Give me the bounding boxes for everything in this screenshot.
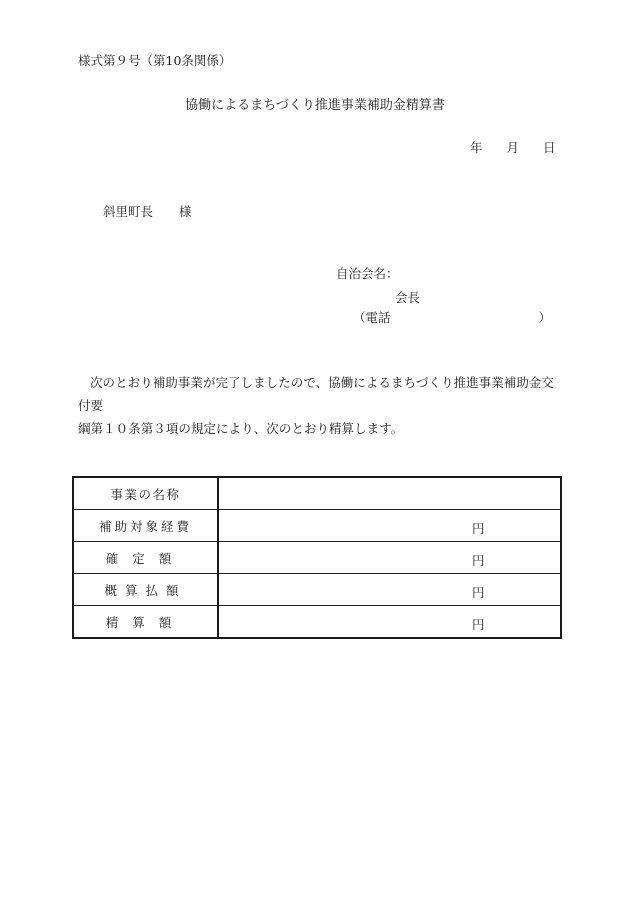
row-value-settlement-amount (218, 606, 561, 639)
body-line-1: 次のとおり補助事業が完了しましたので、協働によるまちづくり推進事業補助金交付要 (78, 375, 554, 413)
row-label-project-name: 事業の名称 (73, 477, 218, 510)
addressee-honorific: 様 (179, 204, 192, 219)
phone-close-paren: ） (538, 310, 551, 325)
row-value-confirmed-amount (218, 542, 561, 574)
date-year-label: 年 (470, 140, 483, 155)
addressee-name: 斜里町長 (103, 204, 154, 219)
date-month-label: 月 (506, 140, 520, 155)
table-row (73, 510, 561, 542)
table-row (73, 477, 561, 510)
chair-label: 会長 (395, 290, 421, 305)
phone-label: （電話 (353, 310, 391, 325)
date-line (470, 138, 556, 156)
table-row (73, 542, 561, 574)
date-day-label: 日 (543, 140, 556, 155)
row-unit: 円 (472, 585, 485, 600)
row-value-project-name (218, 477, 561, 510)
row-value-eligible-expenses (218, 510, 561, 542)
body-line-2: 綱第１０条第３項の規定により、次のとおり精算します。 (78, 421, 404, 436)
row-value-advance-payment (218, 574, 561, 606)
row-label-eligible-expenses: 補助対象経費 (73, 510, 218, 542)
document-title: 協働によるまちづくり推進事業補助金精算書 (185, 98, 445, 113)
row-label-advance-payment: 概算払額 (73, 574, 218, 606)
form-number: 様式第９号（第10条関係） (78, 53, 232, 68)
table-row (73, 606, 561, 639)
table-row (73, 574, 561, 606)
association-name-label: 自治会名： (336, 266, 399, 281)
row-unit: 円 (472, 553, 485, 568)
settlement-table (72, 476, 562, 639)
row-label-confirmed-amount: 確定額 (73, 542, 218, 574)
addressee (103, 202, 192, 220)
row-unit: 円 (472, 617, 485, 632)
row-unit: 円 (472, 521, 485, 536)
row-label-settlement-amount: 精算額 (73, 606, 218, 639)
body-paragraph (78, 371, 562, 440)
